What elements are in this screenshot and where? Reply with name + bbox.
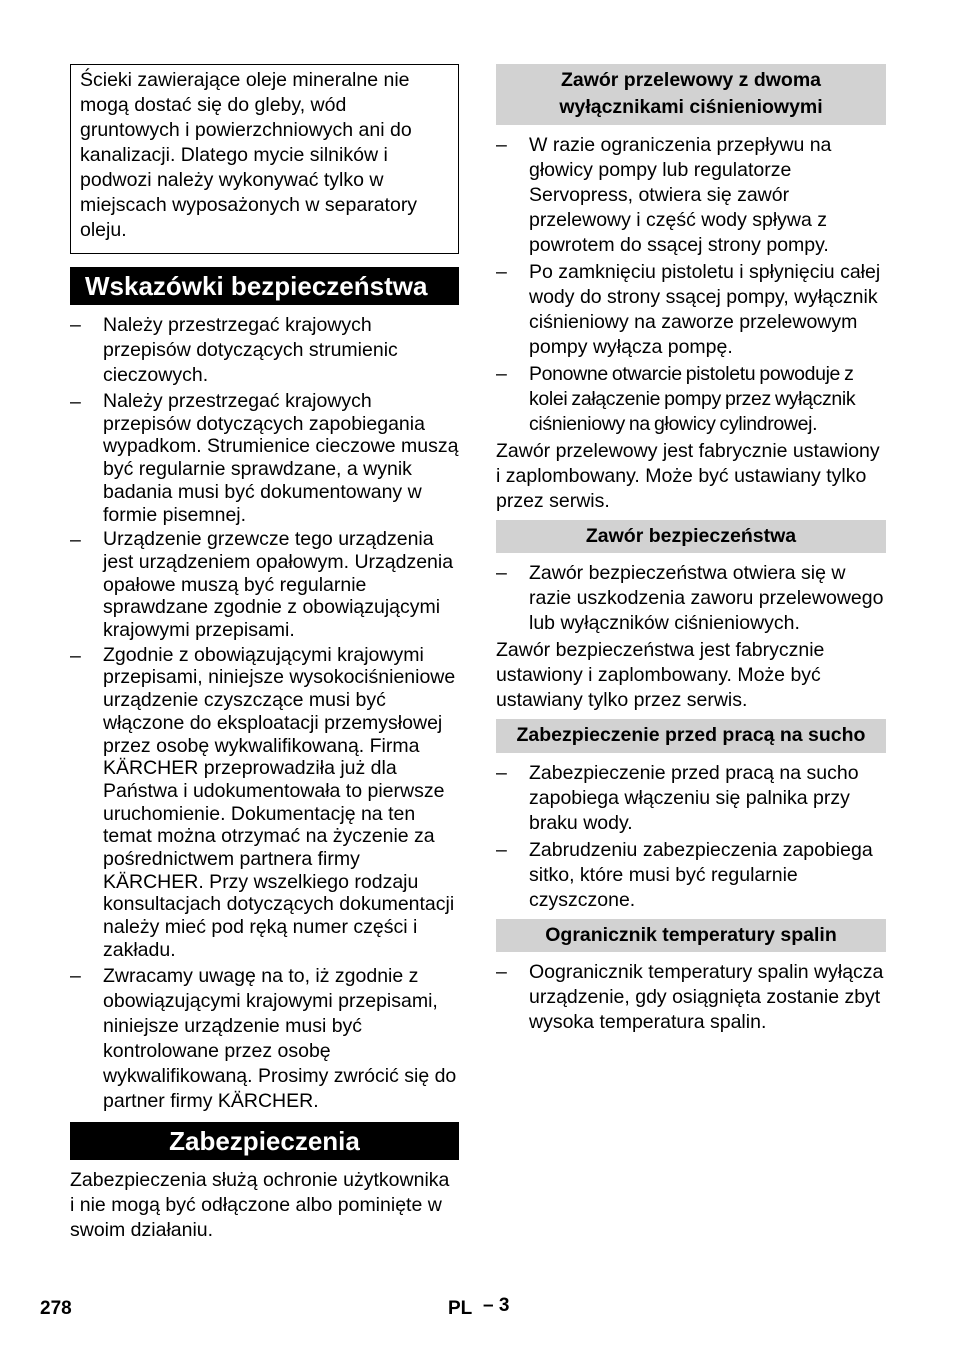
safety-valve-list <box>496 561 886 636</box>
safety-valve-text: Zawór bezpieczeństwa jest fabrycznie ustawiony i zaplombowany. Może być ustawiany tylko przez serwis. <box>496 639 825 711</box>
page-number: 278 <box>40 1298 72 1319</box>
list-item: – Zabrudzeniu zabezpieczenia zapobiega sitko, które musi być regularnie czyszczone. <box>496 839 873 911</box>
overflow-valve-heading: Zawór przelewowy z dwoma wyłącznikami ciśnieniowymi <box>496 64 886 125</box>
list-item: – Zwracamy uwagę na to, iż zgodnie z obowiązującymi krajowymi przepisami, niniejsze urządzenie musi być kontrolowane przez osobę wykwalifikowaną. Prosimy zwrócić się do partner firmy KÄRCHER. <box>70 964 457 1112</box>
list-item: – Po zamknięciu pistoletu i spłynięciu całej wody do strony ssącej pompy, wyłącznik ciśnieniowy na zaworze przelewowym pompy wyłącza pompę. <box>496 261 881 358</box>
protection-heading: Zabezpieczenia <box>70 1122 459 1160</box>
safety-list <box>70 313 459 1114</box>
list-item: – Należy przestrzegać krajowych przepisów dotyczących strumienic cieczowych. <box>70 314 398 386</box>
right-column <box>496 64 886 1037</box>
dry-run-list <box>496 761 886 913</box>
list-item: – Zgodnie z obowiązującymi krajowymi przepisami, niniejsze wysokociśnieniowe urządzenie czyszczące musi być włączone do eksploatacji przemysłowej przez osobę wykwalifikowaną. Firma KÄRCHER przeprowadziła już dla Państwa i udokumentowała to pierwsze uruchomienie. Dokumentację na ten temat można otrzymać na życzenie za pośrednictwem partnera firmy KÄRCHER. Przy wszelkiego rodzaju konsultacjach dotyczących dokumentacji należy mieć pod ręką numer części i zakładu. <box>70 643 456 961</box>
protection-text: Zabezpieczenia służą ochronie użytkownika i nie mogą być odłączone albo pominięte w swoim działaniu. <box>70 1168 450 1241</box>
list-item: – Zabezpieczenie przed pracą na sucho zapobiega włączeniu się palnika przy braku wody. <box>496 762 859 834</box>
exhaust-limiter-list <box>496 960 886 1035</box>
safety-heading: Wskazówki bezpieczeństwa <box>70 267 459 305</box>
environment-notice-text: Ścieki zawierające oleje mineralne nie mogą dostać się do gleby, wód gruntowych i powierzchniowych ani do kanalizacji. Dlatego mycie silników i podwozi należy wykonywać tylko w miejscach wyposażonych w separatory oleju. <box>80 69 418 241</box>
list-item: – Urządzenie grzewcze tego urządzenia jest urządzeniem opałowym. Urządzenia opałowe muszą być regularnie sprawdzane zgodnie z obowiązującymi krajowymi przepisami. <box>70 528 454 642</box>
language-code: PL <box>448 1298 473 1319</box>
section-number: – 3 <box>483 1295 510 1316</box>
list-item: – Należy przestrzegać krajowych przepisów dotyczących zapobiegania wypadkom. Strumienice cieczowe muszą być regularnie sprawdzane, a wynik badania musi być dokumentowany w formie pisemnej. <box>70 390 459 526</box>
safety-valve-heading: Zawór bezpieczeństwa <box>496 520 886 553</box>
overflow-valve-list <box>496 133 886 437</box>
left-column <box>70 64 459 1249</box>
overflow-valve-text: Zawór przelewowy jest fabrycznie ustawiony i zaplombowany. Może być ustawiany tylko przez serwis. <box>496 440 880 512</box>
list-item: – Zawór bezpieczeństwa otwiera się w razie uszkodzenia zaworu przelewowego lub wyłączników ciśnieniowych. <box>496 562 884 634</box>
list-item: – W razie ograniczenia przepływu na głowicy pompy lub regulatorze Servopress, otwiera się zawór przelewowy i część wody spływa z powrotem do ssącej strony pompy. <box>496 134 832 256</box>
list-item: – Oogranicznik temperatury spalin wyłącza urządzenie, gdy osiągnięta zostanie zbyt wysoka temperatura spalin. <box>496 961 884 1033</box>
list-item: – Ponowne otwarcie pistoletu powoduje z kolei załączenie pompy przez wyłącznik ciśnieniowy na głowicy cylindrowej. <box>496 363 856 435</box>
dry-run-heading: Zabezpieczenie przed pracą na sucho <box>496 719 886 753</box>
environment-notice-box <box>70 64 459 254</box>
exhaust-limiter-heading: Ogranicznik temperatury spalin <box>496 919 886 952</box>
